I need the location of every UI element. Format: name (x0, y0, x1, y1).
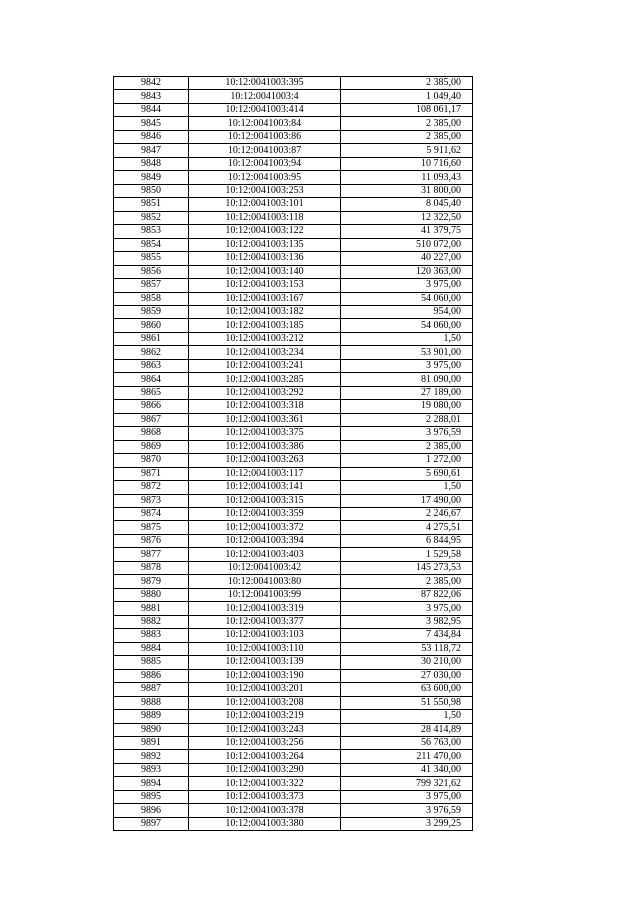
value-cell: 3 982,95 (341, 615, 473, 628)
table-row (114, 144, 473, 157)
value-cell: 4 275,51 (341, 521, 473, 534)
value-cell: 2 288,01 (341, 413, 473, 426)
value-cell: 54 060,00 (341, 319, 473, 332)
value-cell: 53 118,72 (341, 642, 473, 655)
cadastral-number-cell: 10:12:0041003:86 (189, 130, 341, 143)
table-row (114, 508, 473, 521)
value-cell: 2 246,67 (341, 508, 473, 521)
value-cell: 8 045,40 (341, 198, 473, 211)
row-number-cell: 9848 (114, 157, 189, 170)
row-number-cell: 9863 (114, 359, 189, 372)
row-number-cell: 9843 (114, 90, 189, 103)
cadastral-number-cell: 10:12:0041003:403 (189, 548, 341, 561)
value-cell: 63 600,00 (341, 683, 473, 696)
table-row (114, 346, 473, 359)
value-cell: 40 227,00 (341, 252, 473, 265)
row-number-cell: 9872 (114, 481, 189, 494)
table-row (114, 750, 473, 763)
table-row (114, 467, 473, 480)
value-cell: 81 090,00 (341, 373, 473, 386)
row-number-cell: 9865 (114, 386, 189, 399)
value-cell: 30 210,00 (341, 656, 473, 669)
cadastral-number-cell: 10:12:0041003:292 (189, 386, 341, 399)
cadastral-number-cell: 10:12:0041003:95 (189, 171, 341, 184)
table-row (114, 588, 473, 601)
cadastral-number-cell: 10:12:0041003:140 (189, 265, 341, 278)
cadastral-number-cell: 10:12:0041003:84 (189, 117, 341, 130)
row-number-cell: 9859 (114, 305, 189, 318)
value-cell: 5 690,61 (341, 467, 473, 480)
cadastral-number-cell: 10:12:0041003:117 (189, 467, 341, 480)
cadastral-number-cell: 10:12:0041003:380 (189, 817, 341, 830)
row-number-cell: 9842 (114, 77, 189, 90)
value-cell: 41 340,00 (341, 763, 473, 776)
value-cell: 54 060,00 (341, 292, 473, 305)
table-row (114, 494, 473, 507)
cadastral-number-cell: 10:12:0041003:372 (189, 521, 341, 534)
cadastral-number-cell: 10:12:0041003:378 (189, 804, 341, 817)
cadastral-number-cell: 10:12:0041003:318 (189, 400, 341, 413)
cadastral-number-cell: 10:12:0041003:322 (189, 777, 341, 790)
table-row (114, 440, 473, 453)
table-row (114, 265, 473, 278)
cadastral-number-cell: 10:12:0041003:253 (189, 184, 341, 197)
row-number-cell: 9844 (114, 103, 189, 116)
cadastral-number-cell: 10:12:0041003:80 (189, 575, 341, 588)
cadastral-number-cell: 10:12:0041003:373 (189, 790, 341, 803)
table-row (114, 710, 473, 723)
cadastral-number-cell: 10:12:0041003:375 (189, 427, 341, 440)
table-row (114, 723, 473, 736)
cadastral-number-cell: 10:12:0041003:285 (189, 373, 341, 386)
row-number-cell: 9888 (114, 696, 189, 709)
value-cell: 27 030,00 (341, 669, 473, 682)
cadastral-number-cell: 10:12:0041003:99 (189, 588, 341, 601)
value-cell: 87 822,06 (341, 588, 473, 601)
cadastral-number-cell: 10:12:0041003:241 (189, 359, 341, 372)
table-row (114, 77, 473, 90)
table-row (114, 332, 473, 345)
table-row (114, 615, 473, 628)
table-row (114, 117, 473, 130)
value-cell: 1,50 (341, 710, 473, 723)
value-cell: 3 975,00 (341, 359, 473, 372)
value-cell: 1 529,58 (341, 548, 473, 561)
value-cell: 1,50 (341, 481, 473, 494)
table-row (114, 400, 473, 413)
table-row (114, 669, 473, 682)
cadastral-number-cell: 10:12:0041003:315 (189, 494, 341, 507)
table-row (114, 130, 473, 143)
row-number-cell: 9861 (114, 332, 189, 345)
cadastral-number-cell: 10:12:0041003:243 (189, 723, 341, 736)
value-cell: 3 975,00 (341, 602, 473, 615)
value-cell: 41 379,75 (341, 225, 473, 238)
value-cell: 3 975,00 (341, 790, 473, 803)
value-cell: 6 844,95 (341, 534, 473, 547)
cadastral-number-cell: 10:12:0041003:167 (189, 292, 341, 305)
table-row (114, 629, 473, 642)
row-number-cell: 9897 (114, 817, 189, 830)
table-row (114, 211, 473, 224)
cadastral-number-cell: 10:12:0041003:190 (189, 669, 341, 682)
value-cell: 108 061,17 (341, 103, 473, 116)
row-number-cell: 9892 (114, 750, 189, 763)
table-row (114, 171, 473, 184)
value-cell: 510 072,00 (341, 238, 473, 251)
table-row (114, 561, 473, 574)
value-cell: 799 321,62 (341, 777, 473, 790)
table-row (114, 305, 473, 318)
value-cell: 31 800,00 (341, 184, 473, 197)
row-number-cell: 9869 (114, 440, 189, 453)
value-cell: 56 763,00 (341, 736, 473, 749)
table-row (114, 225, 473, 238)
value-cell: 19 080,00 (341, 400, 473, 413)
cadastral-number-cell: 10:12:0041003:139 (189, 656, 341, 669)
value-cell: 2 385,00 (341, 575, 473, 588)
cadastral-number-cell: 10:12:0041003:118 (189, 211, 341, 224)
table-row (114, 292, 473, 305)
table-row (114, 575, 473, 588)
value-cell: 27 189,00 (341, 386, 473, 399)
table-row (114, 427, 473, 440)
row-number-cell: 9894 (114, 777, 189, 790)
value-cell: 28 414,89 (341, 723, 473, 736)
row-number-cell: 9883 (114, 629, 189, 642)
row-number-cell: 9847 (114, 144, 189, 157)
table-row (114, 319, 473, 332)
row-number-cell: 9845 (114, 117, 189, 130)
cadastral-number-cell: 10:12:0041003:234 (189, 346, 341, 359)
row-number-cell: 9893 (114, 763, 189, 776)
row-number-cell: 9849 (114, 171, 189, 184)
cadastral-number-cell: 10:12:0041003:256 (189, 736, 341, 749)
value-cell: 120 363,00 (341, 265, 473, 278)
cadastral-number-cell: 10:12:0041003:290 (189, 763, 341, 776)
cadastral-number-cell: 10:12:0041003:395 (189, 77, 341, 90)
table-row (114, 481, 473, 494)
table-row (114, 359, 473, 372)
row-number-cell: 9864 (114, 373, 189, 386)
value-cell: 145 273,53 (341, 561, 473, 574)
table-body (114, 77, 473, 831)
row-number-cell: 9866 (114, 400, 189, 413)
cadastral-number-cell: 10:12:0041003:414 (189, 103, 341, 116)
row-number-cell: 9890 (114, 723, 189, 736)
row-number-cell: 9857 (114, 279, 189, 292)
row-number-cell: 9851 (114, 198, 189, 211)
table-row (114, 656, 473, 669)
table-row (114, 736, 473, 749)
cadastral-number-cell: 10:12:0041003:263 (189, 454, 341, 467)
row-number-cell: 9871 (114, 467, 189, 480)
row-number-cell: 9875 (114, 521, 189, 534)
table-row (114, 790, 473, 803)
cadastral-number-cell: 10:12:0041003:212 (189, 332, 341, 345)
cadastral-number-cell: 10:12:0041003:361 (189, 413, 341, 426)
value-cell: 5 911,62 (341, 144, 473, 157)
cadastral-number-cell: 10:12:0041003:136 (189, 252, 341, 265)
row-number-cell: 9879 (114, 575, 189, 588)
row-number-cell: 9853 (114, 225, 189, 238)
table-row (114, 602, 473, 615)
value-cell: 1,50 (341, 332, 473, 345)
table-row (114, 373, 473, 386)
cadastral-number-cell: 10:12:0041003:319 (189, 602, 341, 615)
cadastral-number-cell: 10:12:0041003:386 (189, 440, 341, 453)
cadastral-number-cell: 10:12:0041003:394 (189, 534, 341, 547)
row-number-cell: 9868 (114, 427, 189, 440)
table-row (114, 279, 473, 292)
row-number-cell: 9858 (114, 292, 189, 305)
cadastral-value-table (113, 76, 473, 831)
row-number-cell: 9860 (114, 319, 189, 332)
value-cell: 3 976,59 (341, 427, 473, 440)
row-number-cell: 9881 (114, 602, 189, 615)
row-number-cell: 9873 (114, 494, 189, 507)
value-cell: 3 976,59 (341, 804, 473, 817)
cadastral-number-cell: 10:12:0041003:185 (189, 319, 341, 332)
table-row (114, 184, 473, 197)
table-row (114, 521, 473, 534)
cadastral-number-cell: 10:12:0041003:182 (189, 305, 341, 318)
cadastral-number-cell: 10:12:0041003:141 (189, 481, 341, 494)
table-row (114, 683, 473, 696)
value-cell: 1 049,40 (341, 90, 473, 103)
row-number-cell: 9896 (114, 804, 189, 817)
cadastral-number-cell: 10:12:0041003:103 (189, 629, 341, 642)
value-cell: 2 385,00 (341, 440, 473, 453)
row-number-cell: 9885 (114, 656, 189, 669)
value-cell: 2 385,00 (341, 130, 473, 143)
table-row (114, 777, 473, 790)
row-number-cell: 9887 (114, 683, 189, 696)
cadastral-number-cell: 10:12:0041003:122 (189, 225, 341, 238)
table-row (114, 252, 473, 265)
row-number-cell: 9882 (114, 615, 189, 628)
row-number-cell: 9870 (114, 454, 189, 467)
value-cell: 2 385,00 (341, 77, 473, 90)
table-row (114, 642, 473, 655)
cadastral-number-cell: 10:12:0041003:94 (189, 157, 341, 170)
row-number-cell: 9862 (114, 346, 189, 359)
value-cell: 954,00 (341, 305, 473, 318)
cadastral-number-cell: 10:12:0041003:219 (189, 710, 341, 723)
table-row (114, 763, 473, 776)
table-row (114, 454, 473, 467)
row-number-cell: 9867 (114, 413, 189, 426)
row-number-cell: 9850 (114, 184, 189, 197)
row-number-cell: 9846 (114, 130, 189, 143)
row-number-cell: 9877 (114, 548, 189, 561)
table-row (114, 817, 473, 830)
value-cell: 11 093,43 (341, 171, 473, 184)
value-cell: 1 272,00 (341, 454, 473, 467)
row-number-cell: 9876 (114, 534, 189, 547)
cadastral-number-cell: 10:12:0041003:42 (189, 561, 341, 574)
value-cell: 2 385,00 (341, 117, 473, 130)
table-row (114, 386, 473, 399)
row-number-cell: 9874 (114, 508, 189, 521)
cadastral-number-cell: 10:12:0041003:4 (189, 90, 341, 103)
value-cell: 12 322,50 (341, 211, 473, 224)
table-row (114, 157, 473, 170)
cadastral-number-cell: 10:12:0041003:201 (189, 683, 341, 696)
table-row (114, 413, 473, 426)
cadastral-number-cell: 10:12:0041003:153 (189, 279, 341, 292)
row-number-cell: 9884 (114, 642, 189, 655)
table-row (114, 198, 473, 211)
cadastral-number-cell: 10:12:0041003:135 (189, 238, 341, 251)
value-cell: 53 901,00 (341, 346, 473, 359)
value-cell: 51 550,98 (341, 696, 473, 709)
cadastral-number-cell: 10:12:0041003:110 (189, 642, 341, 655)
value-cell: 7 434,84 (341, 629, 473, 642)
value-cell: 3 299,25 (341, 817, 473, 830)
cadastral-number-cell: 10:12:0041003:87 (189, 144, 341, 157)
row-number-cell: 9878 (114, 561, 189, 574)
cadastral-number-cell: 10:12:0041003:208 (189, 696, 341, 709)
row-number-cell: 9889 (114, 710, 189, 723)
table-row (114, 804, 473, 817)
row-number-cell: 9855 (114, 252, 189, 265)
table-row (114, 103, 473, 116)
value-cell: 10 716,60 (341, 157, 473, 170)
table-row (114, 238, 473, 251)
row-number-cell: 9891 (114, 736, 189, 749)
cadastral-number-cell: 10:12:0041003:377 (189, 615, 341, 628)
table-row (114, 534, 473, 547)
row-number-cell: 9886 (114, 669, 189, 682)
value-cell: 211 470,00 (341, 750, 473, 763)
table-row (114, 90, 473, 103)
table-row (114, 548, 473, 561)
row-number-cell: 9854 (114, 238, 189, 251)
row-number-cell: 9895 (114, 790, 189, 803)
row-number-cell: 9852 (114, 211, 189, 224)
table-row (114, 696, 473, 709)
cadastral-number-cell: 10:12:0041003:101 (189, 198, 341, 211)
row-number-cell: 9856 (114, 265, 189, 278)
row-number-cell: 9880 (114, 588, 189, 601)
cadastral-number-cell: 10:12:0041003:359 (189, 508, 341, 521)
value-cell: 17 490,00 (341, 494, 473, 507)
cadastral-number-cell: 10:12:0041003:264 (189, 750, 341, 763)
value-cell: 3 975,00 (341, 279, 473, 292)
